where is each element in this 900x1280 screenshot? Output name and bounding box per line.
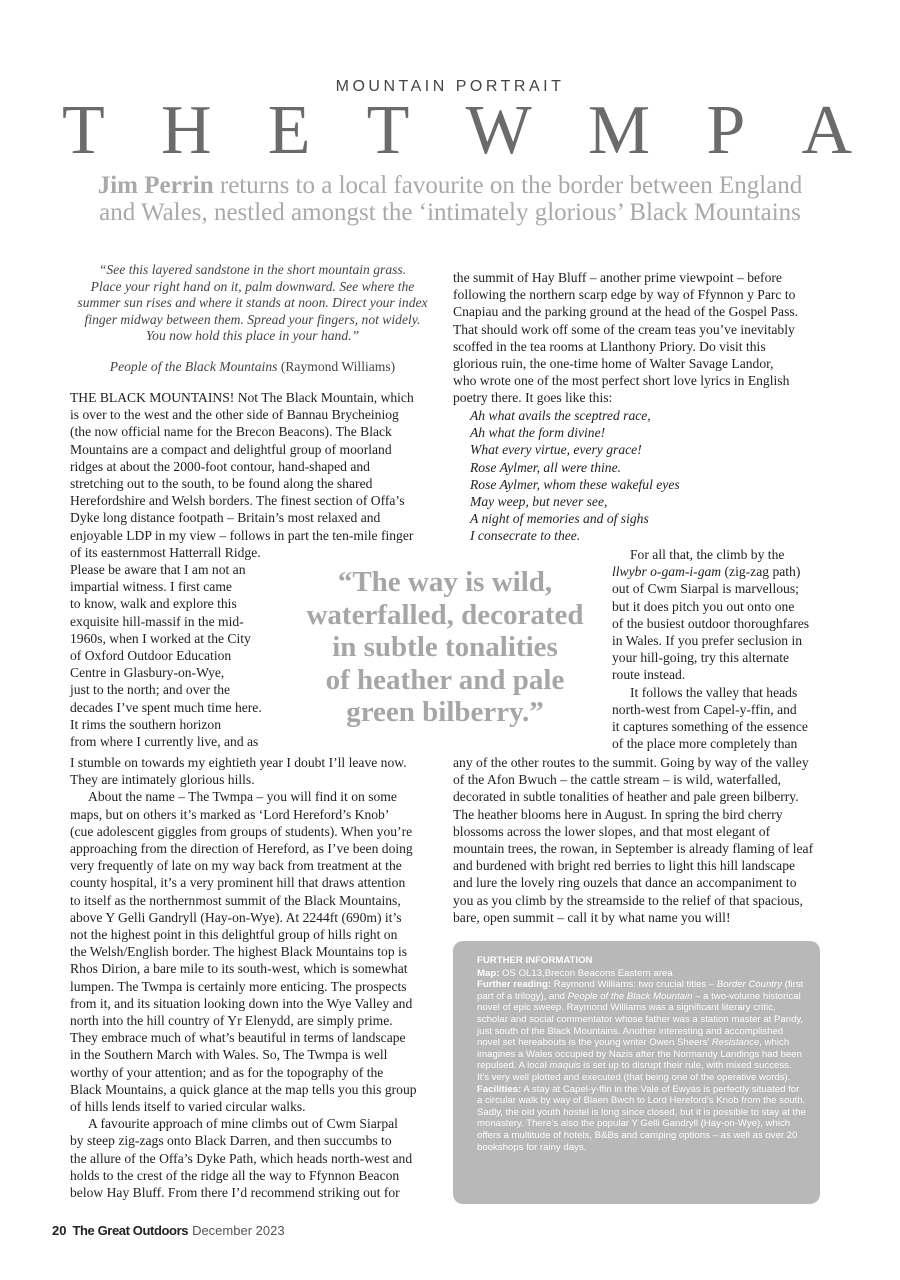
pull-quote-line: “The way is wild, [337,566,553,598]
title-letter: T [62,92,105,169]
body-col2-top [453,269,833,407]
body-line: following the northern scarp edge by way of Ffynnon y Parc to [453,287,796,303]
body-line: and lure the lovely ring ouzels that dance an accompaniment to [453,875,797,891]
page-number: 20 [52,1223,67,1238]
body-line: That should work off some of the cream teas you’ve inevitably [453,321,795,337]
body-line: of its easternmost Hatterrall Ridge. [70,544,261,560]
book-title: Resistance [711,1037,760,1049]
body-line: They embrace much of what’s beautiful in terms of landscape [70,1030,406,1046]
section-kicker: MOUNTAIN PORTRAIT [335,78,565,95]
body-line: Mountains are a compact and delightful group of moorland [70,441,392,457]
title-letter: P [706,92,746,169]
body-line: blossoms across the lower slopes, and that most elegant of [453,823,771,839]
body-line: the Welsh/English border. The highest Black Mountains top is [70,944,408,960]
body-line: of the Afon Bwuch – the cattle stream – is wild, waterfalled, [453,772,782,788]
magazine-name: The Great Outdoors [72,1223,189,1238]
body-line: but it does pitch you out onto one [612,598,795,614]
issue-date: December 2023 [192,1223,285,1238]
body-line: stretching out to the south, to be found along the shared [70,476,373,492]
body-line: below Hay Bluff. From there I’d recommend striking out for [70,1185,400,1201]
body-line [612,563,832,580]
body-line: you as you climb by the streamside to the relief of that spacious, [453,892,803,908]
body-line: it captures something of the essence [612,719,808,735]
body-col1-top [70,389,440,561]
title-letter: T [366,92,410,169]
body-line: in the Southern March with Wales. So, The Twmpa is well [70,1047,388,1063]
body-line: lumpen. The Twmpa is certainly more enticing. The prospects [70,978,407,994]
body-line: approaching from the direction of Hereford, as I’ve been doing [70,841,413,857]
epigraph-line: Place your right hand on it, palm downward. See where the [90,278,415,294]
body-line: The heather blooms here in August. In spring the bird cherry [453,806,783,822]
pull-quote-line: in subtle tonalities [332,631,558,663]
book-title: Border Country [716,979,782,991]
body-line: is over to the west and the other side of Bannau Brycheiniog [70,407,399,423]
poem-line: Rose Aylmer, whom these wakeful eyes [470,476,680,492]
article-title [62,92,852,169]
body-line: decorated in subtle tonalities of heather and pale green bilberry. [453,789,799,805]
body-line: I stumble on towards my eightieth year I doubt I’ll leave now. [70,755,407,770]
body-line: to know, walk and explore this [70,596,237,612]
body-line: county hospital, it’s a very prominent hill that draws attention [70,875,406,891]
infobox-text: Raymond Williams: two crucial titles – [551,979,717,991]
body-col2-narrow [612,546,832,752]
page-footer [52,1223,285,1238]
body-line: out of Cwm Siarpal is marvellous; [612,581,799,597]
body-line: route instead. [612,667,686,683]
book-title: People of the Black Mountain [567,990,693,1002]
body-line: Rhos Dirion, a bare mile to its south-west, which is somewhat [70,961,408,977]
infobox-italic: maquis [549,1060,581,1072]
body-line: by steep zig-zags onto Black Darren, and then succumbs to [70,1133,392,1149]
body-line: very frequently of late on my way back from treatment at the [70,858,402,874]
body-line: just to the north; and over the [70,682,231,698]
body-line: the summit of Hay Bluff – another prime viewpoint – before [453,270,782,285]
infobox-reading [477,979,806,1083]
body-line: north-west from Capel-y-ffin, and [612,701,797,717]
body-line: to itself as the northernmost summit of the Black Mountains, [70,892,401,908]
body-line: decades I’ve spent much time here. [70,699,262,715]
title-letter: W [465,92,532,169]
welsh-term: llwybr o-gam-i-gam [612,564,722,580]
body-line: A favourite approach of mine climbs out of Cwm Siarpal [88,1116,398,1132]
body-line: About the name – The Twmpa – you will find it on some [88,789,397,805]
body-line: worthy of your attention; and as for the topography of the [70,1064,384,1080]
body-line: (the now official name for the Brecon Beacons). The Black [70,424,392,440]
body-line: glorious ruin, the one-time home of Walter Savage Landor, [453,356,774,372]
standfirst [40,172,860,226]
poem-line: Rose Aylmer, all were thine. [470,459,622,475]
body-line: 1960s, when I worked at the City [70,630,251,646]
infobox-text: is set up to disrupt their rule, with mixed success. It’s very well plotted and executed (that being one of the operative words). [477,1060,792,1083]
infobox-text: (first part of a trilogy), and [477,979,804,1002]
body-line: Cnapiau and the parking ground at the head of the Gospel Pass. [453,304,799,320]
body-line: of hills lends itself to varied circular walks. [70,1099,306,1115]
body-line: Centre in Glasbury-on-Wye, [70,665,225,681]
epigraph-line: “See this layered sandstone in the short mountain grass. [98,262,407,277]
epigraph-line: summer sun rises and where it stands at noon. Direct your index [77,295,428,310]
infobox-label: Further reading: [477,979,552,991]
body-line: from it, and its situation looking down into the Wye Valley and [70,995,413,1011]
body-line: ridges at about the 2000-foot contour, hand-shaped and [70,458,370,474]
body-line: of Oxford Outdoor Education [70,648,232,664]
author-name: Jim Perrin [97,172,214,199]
body-line: of the busiest outdoor thoroughfares [612,615,810,631]
title-letter: E [267,92,311,169]
body-line: Please be aware that I am not an [70,562,246,577]
infobox-label: Map: [477,967,500,979]
poem [470,407,810,545]
body-line: They are intimately glorious hills. [70,772,255,788]
body-col2-bottom [453,754,833,926]
body-line: (cue adolescent giggles from groups of students). When you’re [70,823,413,839]
body-line: of the place more completely than [612,736,798,752]
pull-quote-line: waterfalled, decorated [306,598,584,631]
body-line: scoffed in the tea rooms at Llanthony Priory. Do visit this [453,338,766,354]
body-line: mountain trees, the rowan, in September is already flaming of leaf [453,841,814,857]
body-line: poetry there. It goes like this: [453,390,613,406]
body-text: (zig-zag path) [721,564,801,580]
pull-quote-line: green bilberry.” [346,696,544,728]
title-letter: H [160,92,212,169]
body-col1-bottom [70,754,440,1201]
poem-line: Ah what avails the sceptred race, [470,408,651,423]
body-line: north into the hill country of Yr Elenydd, are simply prime. [70,1013,393,1029]
epigraph-source-title: People of the Black Mountains [109,358,278,374]
infobox-heading: FURTHER INFORMATION [477,955,593,966]
infobox-map [477,968,806,980]
body-line: bare, open summit – call it by what name you will! [453,909,731,925]
body-line: the allure of the Offa’s Dyke Path, which heads north-west and [70,1150,413,1166]
body-line: exquisite hill-massif in the mid- [70,613,244,629]
body-line: Herefordshire and Welsh borders. The finest section of Offa’s [70,493,405,509]
poem-line: A night of memories and of sighs [470,511,649,527]
infobox-text: , which imagines a Wales occupied by Nazis after the Normandy Landings had been repulsed. A local [477,1037,802,1072]
poem-line: I consecrate to thee. [470,528,581,544]
body-line: any of the other routes to the summit. Going by way of the valley [453,755,809,770]
body-line: above Y Gelli Gandryll (Hay-on-Wye). At 2244ft (690m) it’s [70,909,402,925]
body-line: who wrote one of the most perfect short love lyrics in English [453,373,790,389]
epigraph [70,262,435,375]
standfirst-text: returns to a local favourite on the border between England [213,172,803,199]
body-line: in Wales. If you prefer seclusion in [612,633,803,649]
pull-quote [300,566,590,729]
poem-line: Ah what the form divine! [470,425,606,441]
body-line: THE BLACK MOUNTAINS! Not The Black Mountain, which [70,390,414,405]
body-line: maps, but on others it’s marked as ‘Lord Hereford’s Knob’ [70,806,390,822]
pull-quote-line: of heather and pale [325,663,565,696]
poem-line: May weep, but never see, [470,494,608,510]
title-letter: A [801,92,852,169]
epigraph-line: You now hold this place in your hand.” [145,328,360,343]
epigraph-source-author: (Raymond Williams) [277,358,396,374]
body-line: and burdened with bright red berries to light this hill landscape [453,858,796,874]
body-line: Black Mountains, a quick glance at the map tells you this group [70,1081,417,1097]
infobox-text: A stay at Capel-y-ffin in the Vale of Ewyas is perfectly situated for a circular walk by way of Blaen Bwch to Lord Hereford’s Knob from the south. Sadly, the old youth hostel is long since closed, but it is possible to stay at the monastery. There’s also the popular Y Gelli Gandryll (Hay-on-Wye), which offers a multitude of hotels, B&Bs and camping options – as well as over 20 bookshops for rainy days. [477,1083,806,1153]
body-line: impartial witness. I first came [70,579,232,595]
body-line: your hill-going, try this alternate [612,650,790,666]
body-line: For all that, the climb by the [630,547,785,562]
body-line: enjoyable LDP in my view – follows in part the ten-mile finger [70,527,414,543]
further-information-box [453,941,820,1204]
title-letter: M [587,92,651,169]
body-line: Dyke long distance footpath – Britain’s most relaxed and [70,510,381,526]
body-line: It rims the southern horizon [70,716,222,732]
infobox-text: – a two-volume historical novel of epic sweep. Raymond Williams was a significant literary critic, scholar and social commentator whose father was a station master at Pandy, just south of the Black Mountains. Another interesting and accomplished novel set hereabouts is the young writer Owen Sheers’ [477,990,804,1049]
infobox-label: Facilities: [477,1083,522,1095]
body-line: not the highest point in this delightful group of hills right on [70,927,398,943]
infobox-facilities [477,1084,806,1154]
epigraph-line: finger midway between them. Spread your fingers, not widely. [84,311,421,327]
poem-line: What every virtue, every grace! [470,442,642,458]
standfirst-text: and Wales, nestled amongst the ‘intimately glorious’ Black Mountains [99,199,801,226]
body-line: holds to the crest of the ridge all the way to Ffynnon Beacon [70,1167,400,1183]
body-col1-narrow [70,561,285,750]
body-line: from where I currently live, and as [70,734,259,750]
body-line: It follows the valley that heads [630,684,798,700]
infobox-text: OS OL13,Brecon Beacons Eastern area [499,967,673,979]
